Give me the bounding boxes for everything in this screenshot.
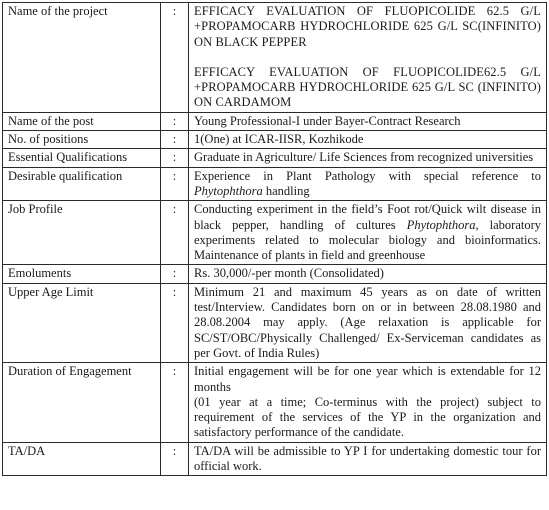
desirable-italic-term: Phytophthora bbox=[194, 183, 263, 198]
label-desirable-qualification: Desirable qualification bbox=[3, 167, 161, 201]
row-emoluments bbox=[3, 265, 547, 283]
desirable-text-start: Experience in Plant Pathology with special reference to bbox=[194, 168, 541, 183]
label-ta-da: TA/DA bbox=[3, 442, 161, 476]
value-job-profile bbox=[189, 201, 547, 265]
colon-separator: : bbox=[161, 149, 189, 167]
colon-separator: : bbox=[161, 3, 189, 113]
label-upper-age-limit: Upper Age Limit bbox=[3, 283, 161, 362]
row-desirable-qualification bbox=[3, 167, 547, 201]
label-positions: No. of positions bbox=[3, 131, 161, 149]
value-emoluments: Rs. 30,000/-per month (Consolidated) bbox=[189, 265, 547, 283]
label-essential-qualifications: Essential Qualifications bbox=[3, 149, 161, 167]
colon-separator: : bbox=[161, 442, 189, 476]
project-title-cardamom: EFFICACY EVALUATION OF FLUOPICOLIDE62.5 G/L +PROPAMOCARB HYDROCHLORIDE 625 G/L SC (INFINITO) ON CARDAMOM bbox=[194, 64, 541, 110]
row-post-name bbox=[3, 112, 547, 130]
row-job-profile bbox=[3, 201, 547, 265]
row-duration-of-engagement bbox=[3, 363, 547, 442]
job-details-table bbox=[2, 2, 547, 476]
row-upper-age-limit bbox=[3, 283, 547, 362]
value-ta-da: TA/DA will be admissible to YP I for undertaking domestic tour for official work. bbox=[189, 442, 547, 476]
row-ta-da bbox=[3, 442, 547, 476]
colon-separator: : bbox=[161, 363, 189, 442]
value-project-name bbox=[189, 3, 547, 113]
colon-separator: : bbox=[161, 131, 189, 149]
value-upper-age-limit: Minimum 21 and maximum 45 years as on date of written test/Interview. Candidates born on or in between 28.08.1980 and 28.08.2004 may apply. (Age relaxation is applicable for SC/ST/OBC/Physically Challenged/ Ex-Serviceman candidates as per Govt. of India Rules) bbox=[189, 283, 547, 362]
row-positions bbox=[3, 131, 547, 149]
label-emoluments: Emoluments bbox=[3, 265, 161, 283]
value-essential-qualifications: Graduate in Agriculture/ Life Sciences from recognized universities bbox=[189, 149, 547, 167]
job-profile-italic-term: Phytophthora bbox=[406, 217, 476, 232]
project-title-black-pepper: EFFICACY EVALUATION OF FLUOPICOLIDE 62.5 G/L +PROPAMOCARB HYDROCHLORIDE 625 G/L SC(INFINITO) ON BLACK PEPPER bbox=[194, 4, 541, 49]
label-job-profile: Job Profile bbox=[3, 201, 161, 265]
label-post-name: Name of the post bbox=[3, 112, 161, 130]
duration-text-initial: Initial engagement will be for one year which is extendable for 12 months bbox=[194, 364, 541, 394]
row-essential-qualifications bbox=[3, 149, 547, 167]
job-profile-text-start: Conducting experiment in the field’s Foot rot/Quick wilt disease in black pepper, handling of cultures bbox=[194, 202, 541, 232]
duration-text-terms: (01 year at a time; Co-terminus with the project) subject to requirement of the services of the YP in the organization and satisfactory performance of the candidate. bbox=[194, 394, 541, 440]
row-project-name bbox=[3, 3, 547, 113]
value-duration-of-engagement bbox=[189, 363, 547, 442]
colon-separator: : bbox=[161, 265, 189, 283]
value-desirable-qualification bbox=[189, 167, 547, 201]
colon-separator: : bbox=[161, 167, 189, 201]
job-profile-text-end: , laboratory experiments related to molecular biology and bioinformatics. Maintenance of plants in field and greenhouse bbox=[194, 217, 541, 263]
colon-separator: : bbox=[161, 283, 189, 362]
value-positions: 1(One) at ICAR-IISR, Kozhikode bbox=[189, 131, 547, 149]
colon-separator: : bbox=[161, 201, 189, 265]
colon-separator: : bbox=[161, 112, 189, 130]
label-duration-of-engagement: Duration of Engagement bbox=[3, 363, 161, 442]
label-project-name: Name of the project bbox=[3, 3, 161, 113]
desirable-text-end: handling bbox=[262, 183, 310, 198]
spacer bbox=[194, 50, 541, 65]
value-post-name: Young Professional-I under Bayer-Contract Research bbox=[189, 112, 547, 130]
